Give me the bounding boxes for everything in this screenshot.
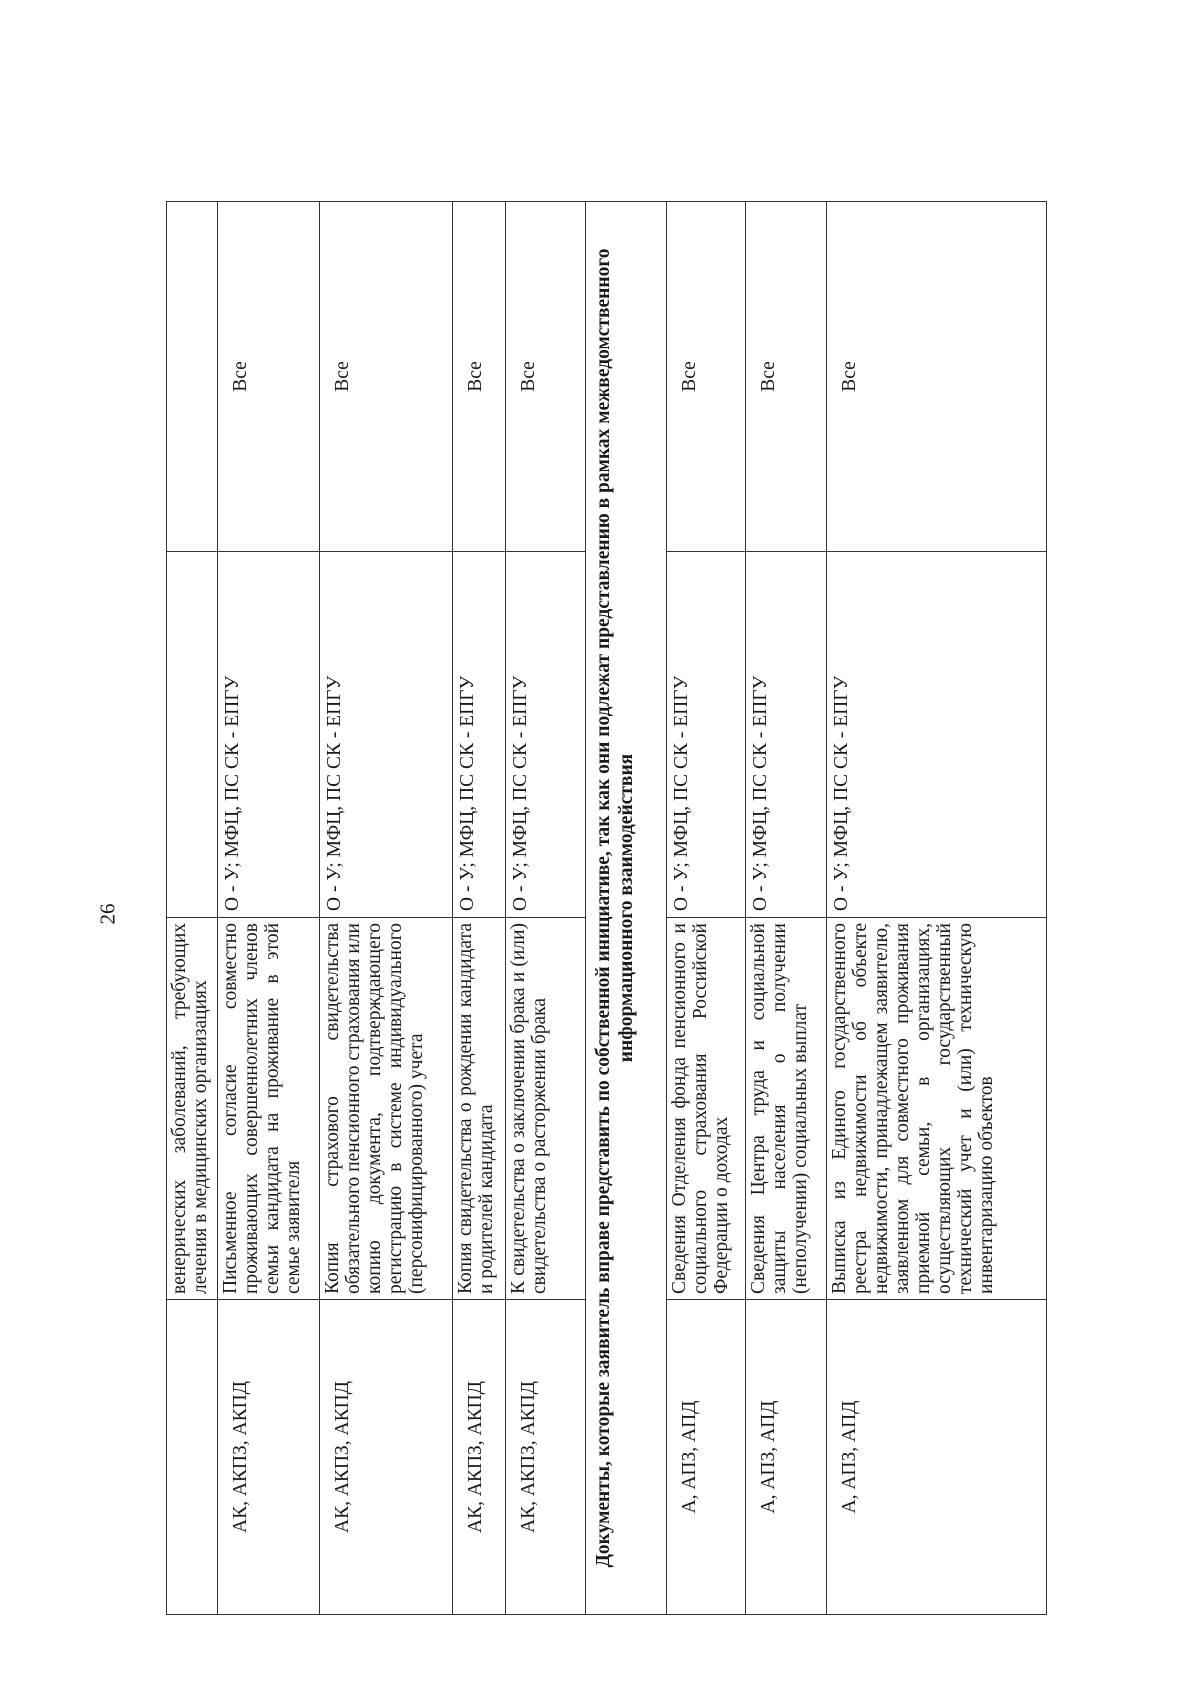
description-cell: Копия свидетельства о рождении кандидата и родителей кандидата (453, 918, 506, 1300)
description-cell: Письменное согласие совместно проживающих совершеннолетних членов семьи кандидата на проживание в этой семье заявителя (218, 918, 320, 1300)
documents-table (166, 201, 1047, 1615)
category-cell: АК, АКПЗ, АКПД (320, 1300, 453, 1615)
source-cell: О - У; МФЦ, ПС СК - ЕПГУ (453, 552, 506, 918)
table-row (167, 202, 218, 1615)
description-cell: К свидетельства о заключении брака и (или) свидетельства о расторжении брака (506, 918, 586, 1300)
table-row (320, 202, 453, 1615)
table-row (827, 202, 1047, 1615)
description-cell: венерических заболеваний, требующих лечения в медицинских организациях (167, 918, 218, 1300)
category-cell: А, АПЗ, АПД (827, 1300, 1047, 1615)
description-cell: Копия страхового свидетельства обязательного пенсионного страхования или копию документа, подтверждающего регистрацию в системе индивидуального (персонифицированного) учета (320, 918, 453, 1300)
recipients-cell: Все (667, 202, 746, 552)
category-cell: АК, АКПЗ, АКПД (218, 1300, 320, 1615)
recipients-cell: Все (827, 202, 1047, 552)
category-cell: А, АПЗ, АПД (667, 1300, 746, 1615)
table-row (746, 202, 827, 1615)
section-heading: Документы, которые заявитель вправе представить по собственной инициативе, так как они подлежат представлению в рамках межведомственного информационного взаимодействия (586, 202, 667, 1615)
page-number: 26 (95, 903, 120, 925)
section-heading-row (586, 202, 667, 1615)
table-row (667, 202, 746, 1615)
description-cell: Сведения Отделения фонда пенсионного и социального страхования Российской Федерации о доходах (667, 918, 746, 1300)
category-cell (167, 1300, 218, 1615)
table-row (506, 202, 586, 1615)
recipients-cell: Все (320, 202, 453, 552)
table-row (453, 202, 506, 1615)
recipients-cell (167, 202, 218, 552)
table-row (218, 202, 320, 1615)
recipients-cell: Все (218, 202, 320, 552)
source-cell: О - У; МФЦ, ПС СК - ЕПГУ (827, 552, 1047, 918)
recipients-cell: Все (453, 202, 506, 552)
category-cell: А, АПЗ, АПД (746, 1300, 827, 1615)
source-cell: О - У; МФЦ, ПС СК - ЕПГУ (320, 552, 453, 918)
category-cell: АК, АКПЗ, АКПД (506, 1300, 586, 1615)
recipients-cell: Все (506, 202, 586, 552)
category-cell: АК, АКПЗ, АКПД (453, 1300, 506, 1615)
description-cell: Выписка из Единого государственного реестра недвижимости об объекте недвижимости, принадлежащем заявителю, заявленном для совместного проживания приемной семьи, в организациях, осуществляющих государственный технический учет и (или) техническую инвентаризацию объектов (827, 918, 1047, 1300)
source-cell (167, 552, 218, 918)
source-cell: О - У; МФЦ, ПС СК - ЕПГУ (506, 552, 586, 918)
description-cell: Сведения Центра труда и социальной защиты населения о получении (неполучении) социальных выплат (746, 918, 827, 1300)
recipients-cell: Все (746, 202, 827, 552)
source-cell: О - У; МФЦ, ПС СК - ЕПГУ (667, 552, 746, 918)
source-cell: О - У; МФЦ, ПС СК - ЕПГУ (746, 552, 827, 918)
source-cell: О - У; МФЦ, ПС СК - ЕПГУ (218, 552, 320, 918)
rotated-table-page (166, 202, 1200, 1615)
